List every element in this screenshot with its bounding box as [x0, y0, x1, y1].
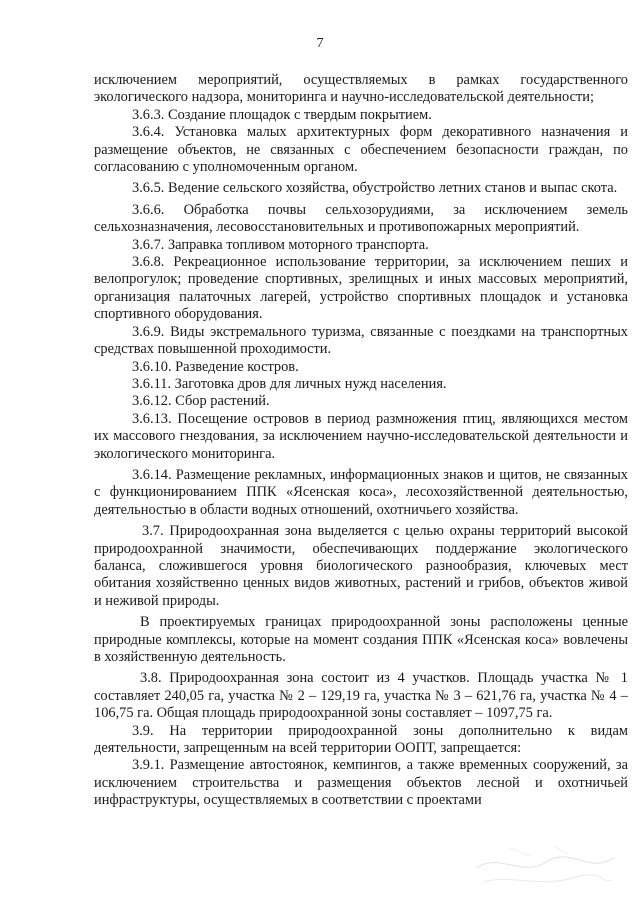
paragraph: 3.8. Природоохранная зона состоит из 4 участков. Площадь участка № 1 составляет 240,05 га, участка № 2 – 129,19 га, участка № 3 – 621,76 га, участка № 4 – 106,75 га. Общая площадь природоохранной зоны составляет – 1097,75 га.: [94, 670, 628, 722]
paragraph: исключением мероприятий, осуществляемых в рамках государственного экологического надзора, мониторинга и научно-исследовательской деятельности;: [94, 72, 628, 106]
faint-stamp-mark: [470, 838, 620, 896]
paragraph: 3.6.6. Обработка почвы сельхозорудиями, за исключением земель сельхозназначения, лесовосстановительных и противопожарных мероприятий.: [94, 201, 628, 236]
document-body: [94, 72, 628, 810]
paragraph: 3.6.12. Сбор растений.: [132, 393, 270, 410]
paragraph: 3.7. Природоохранная зона выделяется с целью охраны территорий высокой природоохранной значимости, обеспечивающих поддержание экологического баланса, сложившегося уровня биологического разнообразия, ключевых мест обитания хозяйственно ценных видов животных, растений и грибов, объектов живой и неживой природы.: [94, 523, 628, 609]
page-number: 7: [316, 36, 324, 51]
paragraph: 3.6.5. Ведение сельского хозяйства, обустройство летних станов и выпас скота.: [132, 180, 618, 197]
paragraph: В проектируемых границах природоохранной зоны расположены ценные природные комплексы, которые на момент создания ППК «Ясенская коса» вовлечены в хозяйственную деятельность.: [94, 614, 628, 665]
paragraph: 3.6.11. Заготовка дров для личных нужд населения.: [132, 375, 447, 392]
paragraph: 3.6.10. Разведение костров.: [132, 358, 299, 375]
paragraph: 3.6.13. Посещение островов в период размножения птиц, являющихся местом их массового гнездования, за исключением научно-исследовательской деятельности и экологического мониторинга.: [94, 410, 628, 462]
paragraph: 3.6.9. Виды экстремального туризма, связанные с поездками на транспортных средствах повышенной проходимости.: [94, 323, 628, 358]
paragraph: 3.6.3. Создание площадок с твердым покрытием.: [132, 106, 432, 123]
paragraph: 3.6.7. Заправка топливом моторного транспорта.: [132, 236, 429, 253]
paragraph: 3.9. На территории природоохранной зоны дополнительно к видам деятельности, запрещенным на всей территории ООПТ, запрещается:: [94, 722, 628, 757]
paragraph: 3.6.14. Размещение рекламных, информационных знаков и щитов, не связанных с функционированием ППК «Ясенская коса», лесохозяйственной деятельностью, деятельностью в области водных отношений, охотничьего хозяйства.: [94, 466, 628, 518]
paragraph: 3.6.8. Рекреационное использование территории, за исключением пеших и велопрогулок; проведение спортивных, зрелищных и иных массовых мероприятий, организация палаточных лагерей, устройство спортивных площадок и установка спортивного оборудования.: [94, 254, 628, 323]
paragraph: 3.6.4. Установка малых архитектурных форм декоративного назначения и размещение объектов, не связанных с обеспечением безопасности граждан, по согласованию с уполномоченным органом.: [94, 124, 628, 176]
paragraph: 3.9.1. Размещение автостоянок, кемпингов, а также временных сооружений, за исключением строительства и размещения объектов лесной и охотничьей инфраструктуры, осуществляемых в соответствии с проектами: [94, 757, 628, 809]
